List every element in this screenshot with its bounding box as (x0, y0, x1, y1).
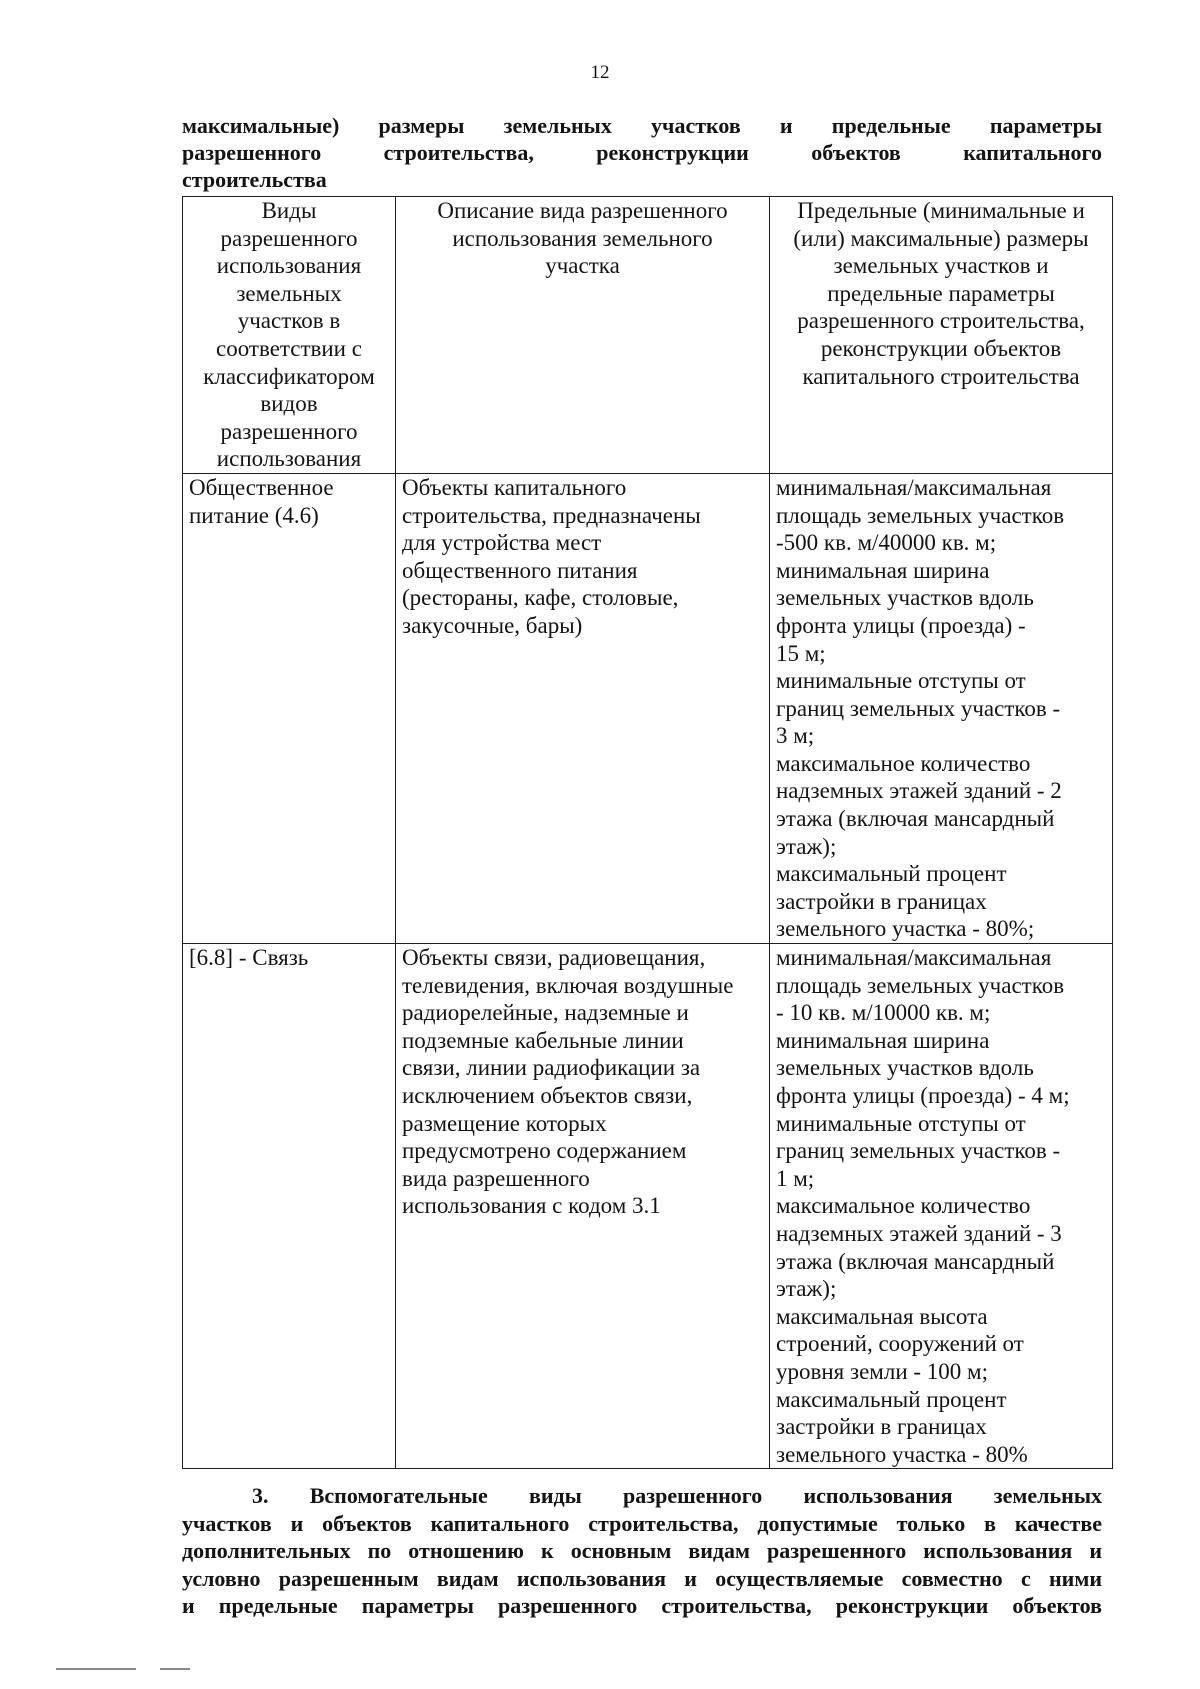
section-3-line: 3. Вспомогательные виды разрешенного использования земельных (252, 1483, 1102, 1508)
cell-limit-parameters: минимальная/максимальная площадь земельных участков - 10 кв. м/10000 кв. м; минимальная ширина земельных участков вдоль фронта улицы (проезда) - 4 м; минимальные отступы от границ земельных участков - 1 м; максимальное количество надземных этажей зданий - 3 этажа (включая мансардный этаж); максимальная высота строений, сооружений от уровня земли - 100 м; максимальный процент застройки в границах земельного участка - 80% (770, 944, 1113, 1469)
cell-land-use-type: Общественное питание (4.6) (183, 473, 396, 943)
section-heading-continuation (182, 112, 1102, 193)
scan-artifact-line (160, 1668, 190, 1670)
cell-limit-parameters: минимальная/максимальная площадь земельных участков -500 кв. м/40000 кв. м; минимальная ширина земельных участков вдоль фронта улицы (проезда) - 15 м; минимальные отступы от границ земельных участков - 3 м; максимальное количество надземных этажей зданий - 2 этажа (включая мансардный этаж); максимальный процент застройки в границах земельного участка - 80%; (770, 473, 1113, 943)
section-3-line: условно разрешенным видам использования и осуществляемые совместно с ними (182, 1565, 1102, 1591)
scan-artifact-line (56, 1668, 136, 1670)
header-description: Описание вида разрешенного использования земельного участка (396, 197, 770, 474)
heading-line: строительства (182, 167, 327, 192)
section-3-line: и предельные параметры разрешенного строительства, реконструкции объектов (182, 1593, 1102, 1618)
table-row (183, 944, 1113, 1469)
cell-land-use-type: [6.8] - Связь (183, 944, 396, 1469)
section-3-line: участков и объектов капитального строительства, допустимые только в качестве (182, 1510, 1102, 1536)
cell-description: Объекты капитального строительства, предназначены для устройства мест общественного питания (рестораны, кафе, столовые, закусочные, бары) (396, 473, 770, 943)
heading-line: разрешенного строительства, реконструкции объектов капитального (182, 140, 1102, 165)
heading-line: максимальные) размеры земельных участков и предельные параметры (182, 113, 1102, 138)
land-use-table (182, 196, 1113, 1469)
section-3-line: дополнительных по отношению к основным видам разрешенного использования и (182, 1538, 1102, 1563)
page-number: 12 (590, 62, 610, 83)
header-land-use-type: Виды разрешенного использования земельных участков в соответствии с классификатором видов разрешенного использования (183, 197, 396, 474)
header-limit-parameters: Предельные (минимальные и (или) максимальные) размеры земельных участков и предельные параметры разрешенного строительства, реконструкции объектов капитального строительства (770, 197, 1113, 474)
table-header-row (183, 197, 1113, 474)
cell-description: Объекты связи, радиовещания, телевидения, включая воздушные радиорелейные, надземные и подземные кабельные линии связи, линии радиофикации за исключением объектов связи, размещение которых предусмотрено содержанием вида разрешенного использования с кодом 3.1 (396, 944, 770, 1469)
table-row (183, 473, 1113, 943)
section-3-heading (182, 1482, 1102, 1620)
